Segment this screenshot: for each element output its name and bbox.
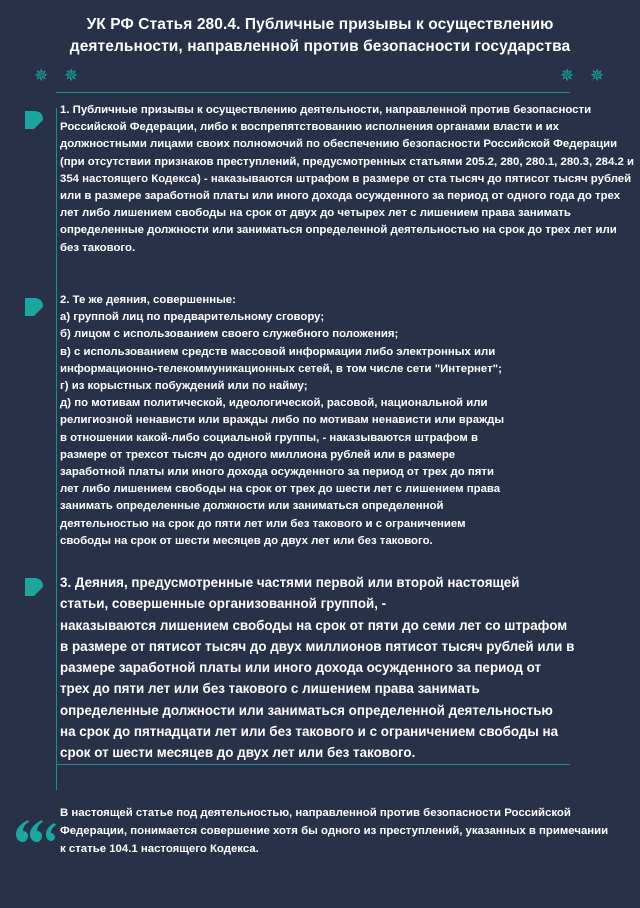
page-title: УК РФ Статья 280.4. Публичные призывы к осуществлению деятельности, направленной против безопасности государства <box>69 16 571 55</box>
section-2-line: в) с использованием средств массовой информации либо электронных или <box>60 345 496 358</box>
section-3-line: трех до пяти лет или без такового с лишением права занимать <box>60 681 480 697</box>
section-1-text: 1. Публичные призывы к осуществлению деятельности, направленной против безопасности Российской Федерации, либо к воспрепятствованию исполнения органами власти и их должностными лицами своих полномочий по обеспечению безопасности Российской Федерации (при отсутствии признаков преступлений, предусмотренных статьями 205.2, 280, 280.1, 280.3, 284.2 и 354 настоящего Кодекса) - наказываются штрафом в размере от ста тысяч до пятисот тысяч рублей или в размере заработной платы или иного дохода осужденного за период от одного года до трех лет либо лишением свободы на срок от двух до четырех лет с лишением права занимать определенные должности или заниматься определенной деятельностью на срок до трех лет или без такового. <box>60 104 634 254</box>
section-2-line: свободы на срок от шести месяцев до двух лет или без такового. <box>60 534 433 547</box>
section-2-line: в отношении какой-либо социальной группы, - наказываются штрафом в <box>60 431 478 444</box>
section-2-line: занимать определенные должности или заниматься определенной <box>60 500 444 513</box>
star-icon: ✵ <box>34 66 49 85</box>
left-divider <box>56 108 57 790</box>
section-3-line: в размере от пятисот тысяч до двух миллионов пятисот тысяч рублей или в <box>60 638 575 654</box>
section-3-line: определенные должности или заниматься определенной деятельностью <box>60 702 553 718</box>
section-2-line: заработной платы или иного дохода осужденного за период от трех до пяти <box>60 466 494 479</box>
footnote: В настоящей статье под деятельностью, направленной против безопасности Российской Федерации, понимается совершение хотя бы одного из преступлений, указанных в примечании к статье 104.1 настоящего Кодекса. <box>60 807 609 855</box>
section-3-line: срок от шести месяцев до двух лет или без такового. <box>60 745 416 761</box>
section-2 <box>60 292 580 550</box>
section-2-line: д) по мотивам политической, идеологической, расовой, национальной или <box>60 397 488 410</box>
star-icon: ✵ <box>64 66 79 85</box>
section-3-line: статьи, совершенные организованной группой, - <box>60 596 387 612</box>
section-3-line: на срок до пятнадцати лет или без такового и с ограничением свободы на <box>60 724 559 740</box>
section-2-line: лет либо лишением свободы на срок от трех до шести лет с лишением права <box>60 483 501 496</box>
section-3-line: размере заработной платы или иного дохода осужденного за период от <box>60 660 542 676</box>
section-2-line: г) из корыстных побуждений или по найму; <box>60 380 308 393</box>
quote-icon <box>16 818 56 844</box>
star-icon: ✵ <box>590 66 605 85</box>
section-2-line: 2. Те же деяния, совершенные: <box>60 294 236 306</box>
section-2-line: религиозной ненависти или вражды либо по мотивам ненависти или вражды <box>60 414 505 427</box>
bottom-divider <box>56 764 570 765</box>
section-marker-icon <box>22 295 46 319</box>
section-marker-icon <box>22 108 46 132</box>
top-divider <box>56 92 570 93</box>
section-2-line: а) группой лиц по предварительному сговору; <box>60 311 325 324</box>
section-marker-icon <box>22 575 46 599</box>
section-2-line: б) лицом с использованием своего служебного положения; <box>60 328 399 341</box>
section-3-line: наказываются лишением свободы на срок от пяти до семи лет со штрафом <box>60 617 568 633</box>
section-3 <box>60 572 620 764</box>
star-icon: ✵ <box>560 66 575 85</box>
section-2-line: размере от трехсот тысяч до одного миллиона рублей или в размере <box>60 448 456 461</box>
section-3-line: 3. Деяния, предусмотренные частями первой или второй настоящей <box>60 575 520 590</box>
section-2-line: информационно-телекоммуникационных сетей, в том числе сети "Интернет"; <box>60 362 502 375</box>
section-2-line: деятельностью на срок до пяти лет или без такового и с ограничением <box>60 517 466 530</box>
